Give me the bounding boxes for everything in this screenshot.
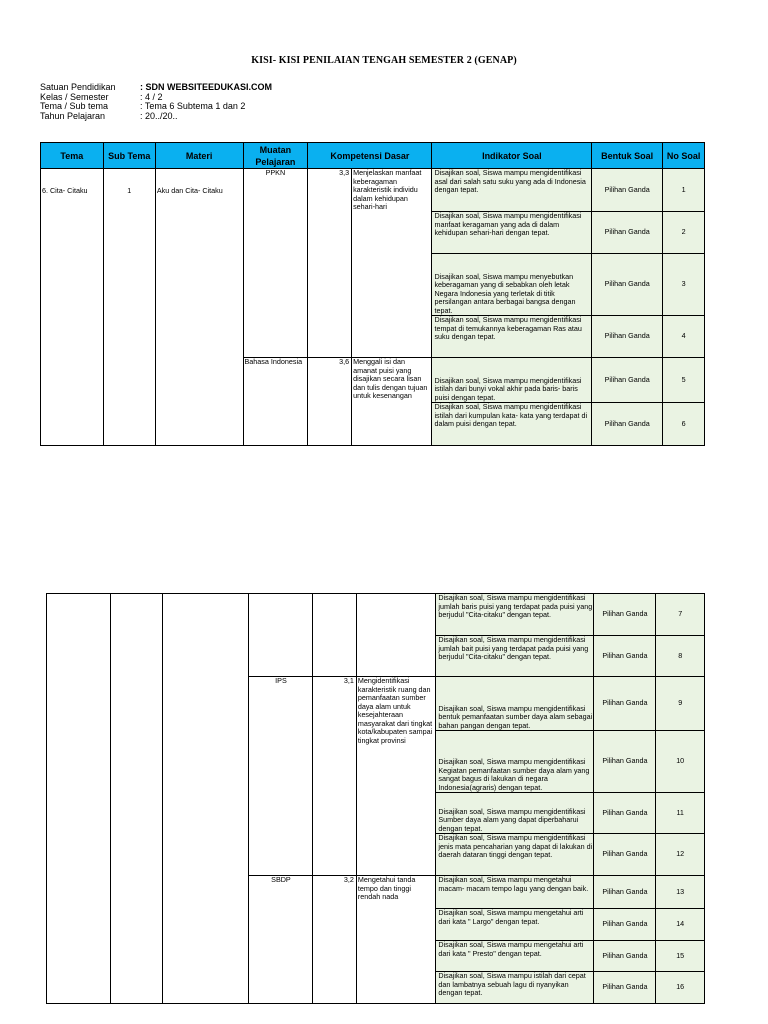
indikator-text: Disajikan soal, Siswa mampu mengidentifikasi istilah dari bunyi vokal akhir pada baris- baris puisi dengan tepat. [434, 375, 582, 402]
kisi-table-page-1 [40, 142, 705, 446]
table-row [47, 594, 705, 636]
indikator-cell [436, 793, 594, 834]
no-soal-cell: 1 [663, 169, 705, 212]
indikator-text: Disajikan soal, Siswa mampu mengetahui arti dari kata " Largo" dengan tepat. [438, 908, 584, 926]
indikator-cell [432, 254, 592, 316]
materi-cell: Aku dan Cita- Citaku [155, 169, 243, 446]
no-soal-cell: 8 [656, 636, 705, 677]
indikator-cell [436, 909, 594, 941]
muatan-cell: PPKN [243, 169, 308, 358]
header-no: No Soal [663, 143, 705, 169]
kd-text: Menjelaskan manfaat keberagaman karakteristik individu dalam kehidupan sehari-hari [352, 169, 432, 358]
bentuk-cell: Pilihan Ganda [594, 594, 656, 636]
bentuk-cell: Pilihan Ganda [594, 834, 656, 876]
indikator-cell [436, 876, 594, 909]
subtema-cell: 1 [103, 169, 155, 446]
tema-cell [47, 594, 111, 1004]
kd-number: 3,1 [313, 677, 356, 876]
indikator-text: Disajikan soal, Siswa mampu mengidentifikasi jumlah bait puisi yang terdapat pada puisi yang berjudul "Cita-citaku" dengan tepat. [438, 635, 589, 661]
indikator-cell [436, 636, 594, 677]
info-label: Tema / Sub tema [40, 101, 109, 111]
header-subtema: Sub Tema [103, 143, 155, 169]
muatan-cell: IPS [249, 677, 313, 876]
bentuk-cell: Pilihan Ganda [592, 403, 663, 446]
indikator-cell [436, 834, 594, 876]
document-info [40, 83, 272, 121]
bentuk-cell: Pilihan Ganda [594, 972, 656, 1004]
materi-cell [162, 594, 249, 1004]
no-soal-cell: 2 [663, 212, 705, 254]
no-soal-cell: 4 [663, 316, 705, 358]
indikator-cell [432, 316, 592, 358]
indikator-cell [436, 972, 594, 1004]
info-value: : SDN WEBSITEEDUKASI.COM [140, 82, 273, 92]
indikator-cell [432, 169, 592, 212]
no-soal-cell: 3 [663, 254, 705, 316]
indikator-text: Disajikan soal, Siswa mampu mengidentifikasi manfaat keragaman yang ada di dalam kehidupan sehari-hari dengan tepat. [434, 211, 582, 237]
kisi-table-page-2 [46, 593, 705, 1004]
kd-text: Mengetahui tanda tempo dan tinggi rendah nada [356, 876, 436, 1004]
kd-number [313, 594, 356, 677]
table-row [41, 169, 705, 212]
indikator-text: Disajikan soal, Siswa mampu mengidentifikasi bentuk pemanfaatan sumber daya alam sebagai bahan pangan dengan tepat. [438, 703, 593, 730]
indikator-cell [432, 403, 592, 446]
header-materi: Materi [155, 143, 243, 169]
bentuk-cell: Pilihan Ganda [594, 636, 656, 677]
bentuk-cell: Pilihan Ganda [594, 793, 656, 834]
kd-number: 3,3 [308, 169, 352, 358]
kd-number: 3,6 [308, 358, 352, 446]
bentuk-cell: Pilihan Ganda [592, 316, 663, 358]
no-soal-cell: 12 [656, 834, 705, 876]
tema-cell: 6. Cita- Citaku [41, 169, 104, 446]
subtema-cell [111, 594, 163, 1004]
indikator-cell [436, 677, 594, 731]
info-label: Satuan Pendidikan [40, 82, 116, 92]
no-soal-cell: 15 [656, 941, 705, 972]
bentuk-cell: Pilihan Ganda [592, 254, 663, 316]
indikator-cell [432, 212, 592, 254]
muatan-cell: SBDP [249, 876, 313, 1004]
indikator-text: Disajikan soal, Siswa mampu mengidentifikasi asal dari salah satu suku yang ada di Indonesia dengan tepat. [434, 168, 586, 194]
no-soal-cell: 5 [663, 358, 705, 403]
table-header-row [41, 143, 705, 169]
indikator-text: Disajikan soal, Siswa mampu mengetahui arti dari kata " Presto" dengan tepat. [438, 940, 584, 958]
bentuk-cell: Pilihan Ganda [594, 941, 656, 972]
muatan-cell [249, 594, 313, 677]
no-soal-cell: 9 [656, 677, 705, 731]
info-label: Kelas / Semester [40, 91, 109, 102]
kd-text: Mengidentifikasi karakteristik ruang dan pemanfaatan sumber daya alam untuk kesejahteraan masyarakat dari tingkat kota/kabupaten sampai tingkat provinsi [356, 677, 436, 876]
info-value: : 4 / 2 [140, 91, 163, 102]
info-value: : Tema 6 Subtema 1 dan 2 [140, 101, 246, 111]
indikator-cell [436, 594, 594, 636]
no-soal-cell: 14 [656, 909, 705, 941]
no-soal-cell: 13 [656, 876, 705, 909]
info-row [40, 112, 272, 122]
kd-text: Menggali isi dan amanat puisi yang disajikan secara lisan dan tulis dengan tujuan untuk kesenangan [352, 358, 432, 446]
info-value: : 20../20.. [140, 110, 178, 121]
bentuk-cell: Pilihan Ganda [594, 731, 656, 793]
indikator-text: Disajikan soal, Siswa mampu mengidentifikasi jumlah baris puisi yang terdapat pada puisi yang berjudul "Cita-citaku" dengan tepat. [438, 593, 593, 619]
indikator-text: Disajikan soal, Siswa mampu mengetahui macam- macam tempo lagu yang dengan baik. [438, 875, 589, 893]
bentuk-cell: Pilihan Ganda [594, 909, 656, 941]
bentuk-cell: Pilihan Ganda [594, 677, 656, 731]
indikator-text: Disajikan soal, Siswa mampu mengidentifikasi Sumber daya alam yang dapat diperbaharui dengan tepat. [438, 806, 586, 833]
indikator-text: Disajikan soal, Siswa mampu menyebutkan keberagaman yang di sebabkan oleh letak Negara Indonesia yang terletak di titik persilangan antara berbagai bangsa dengan tepat. [434, 271, 576, 315]
bentuk-cell: Pilihan Ganda [592, 212, 663, 254]
page-title: KISI- KISI PENILAIAN TENGAH SEMESTER 2 (GENAP) [251, 55, 517, 66]
indikator-text: Disajikan soal, Siswa mampu mengidentifikasi Kegiatan pemanfaatan sumber daya alam yang sangat bagus di lakukan di negara Indonesia(agraris) dengan tepat. [438, 757, 590, 792]
header-kompetensi: Kompetensi Dasar [308, 143, 432, 169]
bentuk-cell: Pilihan Ganda [592, 358, 663, 403]
bentuk-cell: Pilihan Ganda [592, 169, 663, 212]
bentuk-cell: Pilihan Ganda [594, 876, 656, 909]
indikator-text: Disajikan soal, Siswa mampu mengidentifikasi tempat di temukannya keberagaman Ras atau suku dengan tepat. [434, 315, 582, 341]
indikator-text: Disajikan soal, Siswa mampu mengidentifikasi istilah dari kumpulan kata- kata yang terdapat di dalam puisi dengan tepat. [434, 402, 588, 428]
indikator-cell [436, 941, 594, 972]
kd-text [356, 594, 436, 677]
indikator-cell [432, 358, 592, 403]
no-soal-cell: 11 [656, 793, 705, 834]
no-soal-cell: 6 [663, 403, 705, 446]
kd-number: 3,2 [313, 876, 356, 1004]
no-soal-cell: 10 [656, 731, 705, 793]
muatan-cell: Bahasa Indonesia [243, 358, 308, 446]
indikator-cell [436, 731, 594, 793]
indikator-text: Disajikan soal, Siswa mampu mengidentifikasi jenis mata pencaharian yang dapat di lakukan di daerah dataran tinggi dengan tepat. [438, 833, 593, 859]
header-muatan: Muatan Pelajaran [243, 143, 308, 169]
no-soal-cell: 7 [656, 594, 705, 636]
header-tema: Tema [41, 143, 104, 169]
indikator-text: Disajikan soal, Siswa mampu istilah dari cepat dan lambatnya sebuah lagu di nyanyikan dengan tepat. [438, 971, 586, 997]
info-label: Tahun Pelajaran [40, 110, 106, 121]
header-indikator: Indikator Soal [432, 143, 592, 169]
no-soal-cell: 16 [656, 972, 705, 1004]
header-bentuk: Bentuk Soal [592, 143, 663, 169]
